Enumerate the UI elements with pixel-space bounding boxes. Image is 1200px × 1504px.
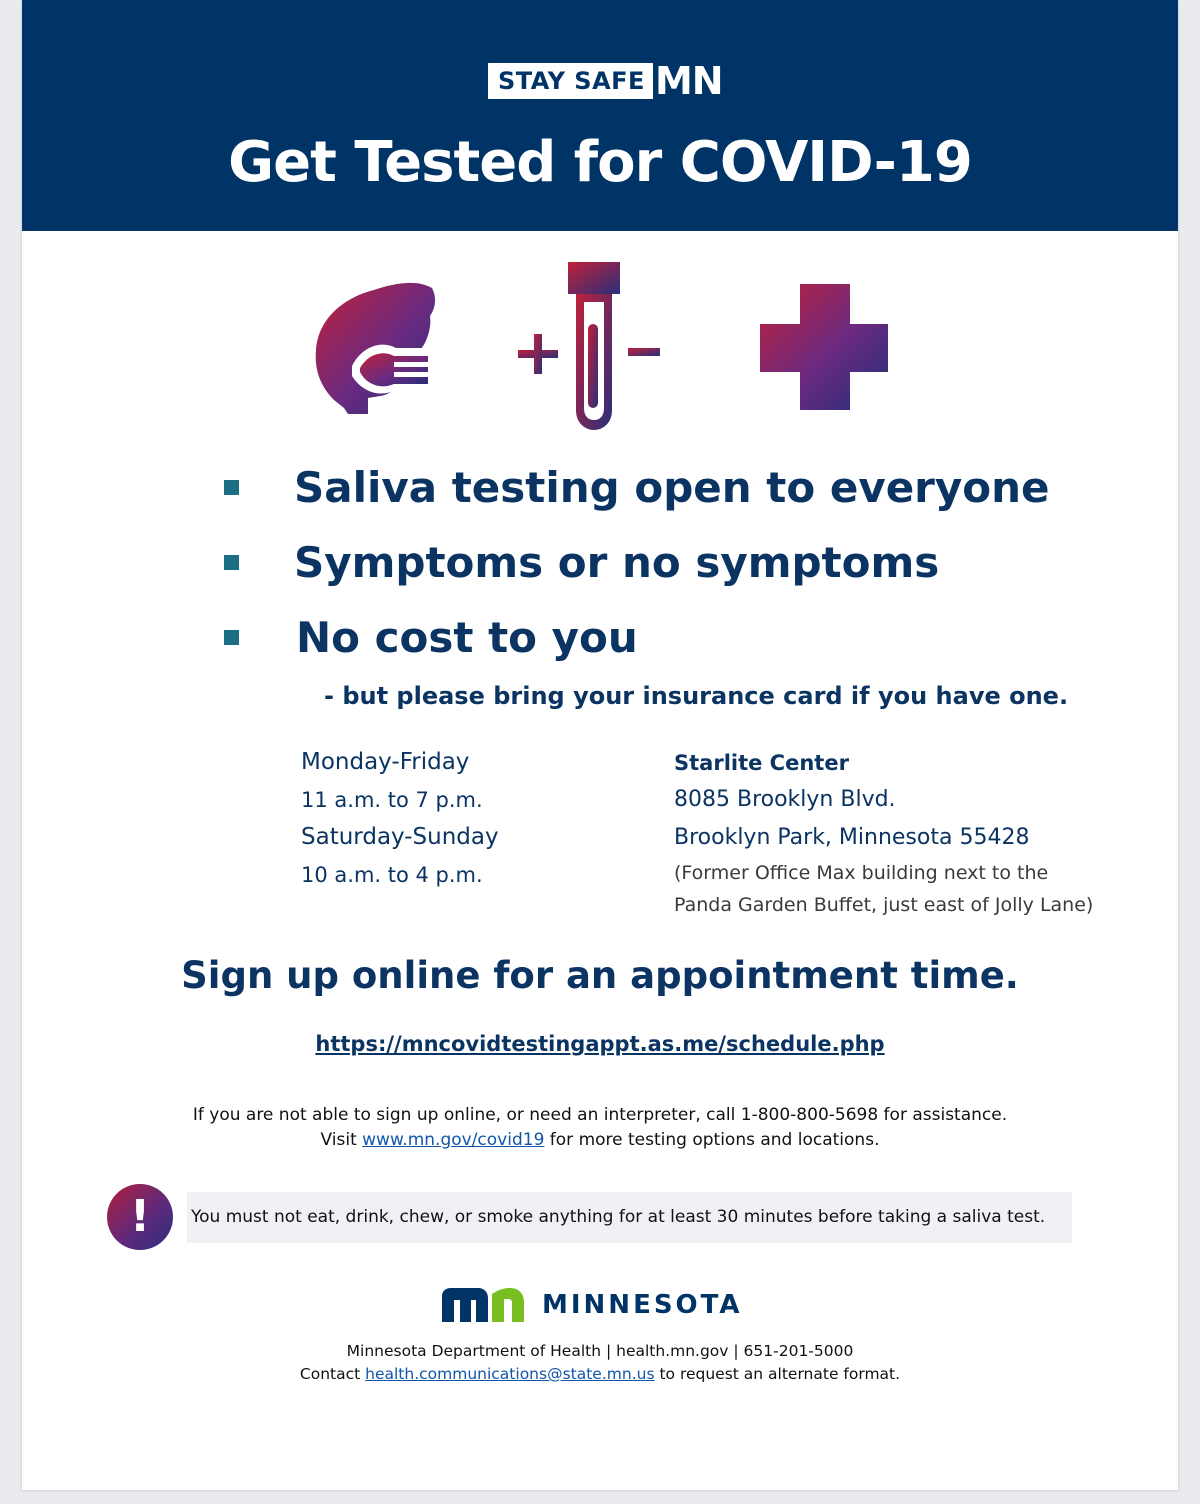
bullet-text: Symptoms or no symptoms [294,538,940,587]
warning-box [187,1192,1072,1243]
page-title: Get Tested for COVID-19 [228,130,972,195]
minnesota-wordmark: MINNESOTA [542,1290,743,1320]
masked-person-icon [316,283,440,414]
bullet-square [224,480,239,495]
testing-location [674,745,1093,921]
covid19-link[interactable]: www.mn.gov/covid19 [362,1130,545,1150]
exclamation-symbol: ! [129,1191,151,1242]
location-note-2: Panda Garden Buffet, just east of Jolly Lane) [674,894,1094,916]
footer-info: Minnesota Department of Health | health.mn.gov | 651-201-5000 [346,1342,854,1360]
weekday-time: 11 a.m. to 7 p.m. [301,788,483,812]
warning-text: You must not eat, drink, chew, or smoke anything for at least 30 minutes before taking a saliva test. [191,1207,1046,1227]
bullet-text: No cost to you [296,613,638,662]
contact-suffix: to request an alternate format. [654,1365,901,1383]
test-tube-icon [518,262,660,430]
contact-email-link[interactable]: health.communications@state.mn.us [365,1365,655,1383]
footer-contact [0,1362,1200,1386]
weekend-time: 10 a.m. to 4 p.m. [301,863,483,887]
signup-link[interactable]: https://mncovidtestingappt.as.me/schedule.php [315,1032,885,1056]
contact-prefix: Contact [299,1365,366,1383]
minnesota-logo [442,1278,743,1322]
bullet-square [224,555,239,570]
visit-line [0,1128,1200,1153]
bullet-text: Saliva testing open to everyone [294,463,1050,512]
medical-cross-icon [760,284,888,410]
logo-mn: MN [654,59,723,103]
visit-suffix: for more testing options and locations. [544,1130,880,1150]
testing-hours [301,744,499,894]
assistance-text [0,1103,1200,1153]
location-name: Starlite Center [674,751,849,775]
weekday-label: Monday-Friday [301,749,470,775]
logo-stay-safe: STAY SAFE [488,63,653,99]
visit-prefix: Visit [320,1130,363,1150]
icon-row [22,258,1178,438]
weekend-label: Saturday-Sunday [301,824,499,850]
stay-safe-mn-logo [488,59,723,103]
location-note-1: (Former Office Max building next to the [674,862,1049,884]
location-street: 8085 Brooklyn Blvd. [674,787,896,812]
header-banner [22,0,1178,231]
location-city: Brooklyn Park, Minnesota 55428 [674,825,1030,850]
bullet-square [224,630,239,645]
insurance-note: - but please bring your insurance card if you have one. [324,682,1069,710]
signup-heading: Sign up online for an appointment time. [181,954,1019,997]
exclamation-icon [107,1184,173,1250]
assistance-line: If you are not able to sign up online, or need an interpreter, call 1-800-800-5698 for assistance. [192,1105,1008,1125]
mn-logo-icon [442,1288,524,1322]
